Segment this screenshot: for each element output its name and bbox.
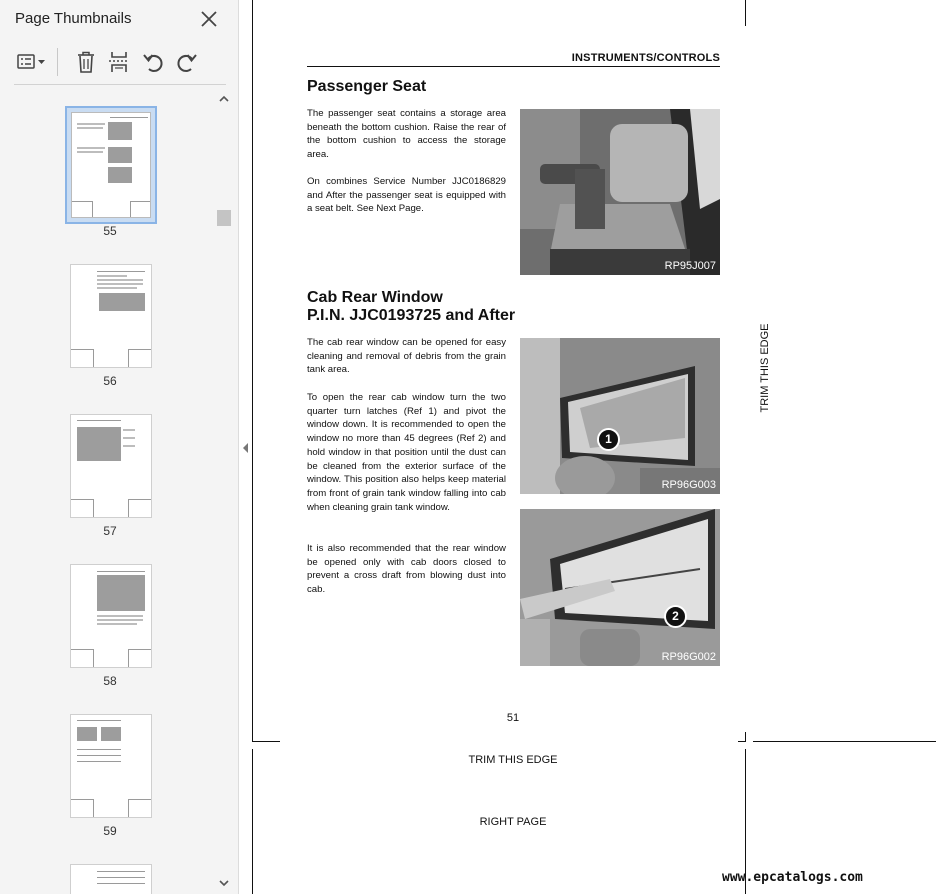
collapse-panel-button[interactable]	[240, 440, 250, 456]
thumbnail-page-number: 55	[103, 224, 117, 238]
thumbnail-page-59[interactable]	[70, 714, 152, 818]
right-page-label: RIGHT PAGE	[479, 816, 547, 828]
page-header: INSTRUMENTS/CONTROLS	[307, 52, 720, 67]
close-icon	[198, 8, 220, 30]
thumbnail-page-number: 58	[103, 674, 117, 688]
rear-window-photo-2	[520, 509, 720, 666]
list-options-icon	[16, 50, 48, 74]
rear-window-open-illustration	[520, 509, 720, 666]
rotate-ccw-icon	[141, 50, 165, 74]
rotate-clockwise-button[interactable]	[175, 50, 199, 74]
photo-caption: RP96G003	[661, 479, 716, 491]
passenger-seat-photo	[520, 109, 720, 275]
thumbnail-options-button[interactable]	[16, 50, 48, 74]
thumbnail-list	[0, 92, 215, 894]
scrollbar-thumb[interactable]	[217, 210, 231, 226]
extract-pages-button[interactable]	[107, 50, 131, 74]
delete-pages-button[interactable]	[74, 50, 98, 74]
trash-icon	[74, 50, 98, 74]
rotate-counterclockwise-button[interactable]	[141, 50, 165, 74]
thumbnail-page-number: 57	[103, 524, 117, 538]
callout-1: 1	[597, 428, 620, 451]
paragraph: To open the rear cab window turn the two quarter turn latches (Ref 1) and pivot the window down. It is recommended to open the window no more than 45 degrees (Ref 2) and hold window in that position until the dust can be cleaned from the exterior surface of the window. This position also helps keep material from front of grain tank window falling into cab when cleaning grain tank window.	[307, 392, 506, 513]
rear-window-photo-1	[520, 338, 720, 494]
chevron-down-icon	[218, 876, 230, 890]
watermark-url: www.epcatalogs.com	[722, 870, 863, 885]
thumbnail-toolbar	[0, 44, 238, 80]
chevron-left-icon	[240, 440, 250, 456]
toolbar-separator	[57, 48, 58, 76]
page-thumbnails-panel	[0, 0, 239, 894]
thumbnail-page-number: 56	[103, 374, 117, 388]
section-title-cab-rear-window: Cab Rear Window	[307, 289, 443, 306]
panel-title: Page Thumbnails	[15, 10, 132, 27]
rear-window-latch-illustration	[520, 338, 720, 494]
scroll-down-button[interactable]	[218, 876, 230, 890]
paragraph: On combines Service Number JJC0186829 and After the passenger seat is equipped with a seat belt. See Next Page.	[307, 176, 506, 215]
section-title-passenger-seat: Passenger Seat	[307, 78, 427, 95]
crop-mark	[738, 741, 746, 742]
thumbnail-preview	[71, 112, 151, 218]
extract-pages-icon	[107, 50, 131, 74]
paragraph: The passenger seat contains a storage area beneath the bottom cushion. Raise the rear of the bottom cushion to access the storage area.	[307, 108, 506, 161]
paragraph: The cab rear window can be opened for easy cleaning and removal of debris from the grain tank area.	[307, 337, 506, 376]
thumbnail-scrollbar[interactable]	[215, 92, 233, 894]
trim-edge-side-label: TRIM THIS EDGE	[759, 323, 771, 413]
chevron-up-icon	[218, 92, 230, 106]
paragraph: It is also recommended that the rear window be opened only with cab doors closed to prevent a cross draft from blowing dust into cab.	[307, 543, 506, 596]
thumbnail-page-58[interactable]	[70, 564, 152, 668]
scroll-up-button[interactable]	[218, 92, 230, 106]
crop-mark	[745, 0, 746, 26]
thumbnail-page-55[interactable]	[65, 106, 157, 224]
crop-mark	[252, 749, 253, 894]
rotate-cw-icon	[175, 50, 199, 74]
thumbnail-page-60[interactable]	[70, 864, 152, 894]
thumbnail-page-56[interactable]	[70, 264, 152, 368]
crop-mark	[252, 741, 280, 742]
page-number: 51	[506, 712, 520, 724]
seat-illustration	[520, 109, 720, 275]
crop-mark	[753, 741, 936, 742]
thumbnail-page-number: 59	[103, 824, 117, 838]
thumbnail-page-57[interactable]	[70, 414, 152, 518]
photo-caption: RP95J007	[664, 260, 716, 272]
crop-line	[252, 0, 253, 741]
photo-caption: RP96G002	[661, 651, 716, 663]
close-panel-button[interactable]	[198, 8, 220, 30]
trim-edge-bottom-label: TRIM THIS EDGE	[468, 754, 558, 766]
section-subtitle-pin: P.I.N. JJC0193725 and After	[307, 307, 516, 324]
panel-header	[0, 0, 238, 38]
panel-divider	[14, 84, 226, 85]
callout-2: 2	[664, 605, 687, 628]
